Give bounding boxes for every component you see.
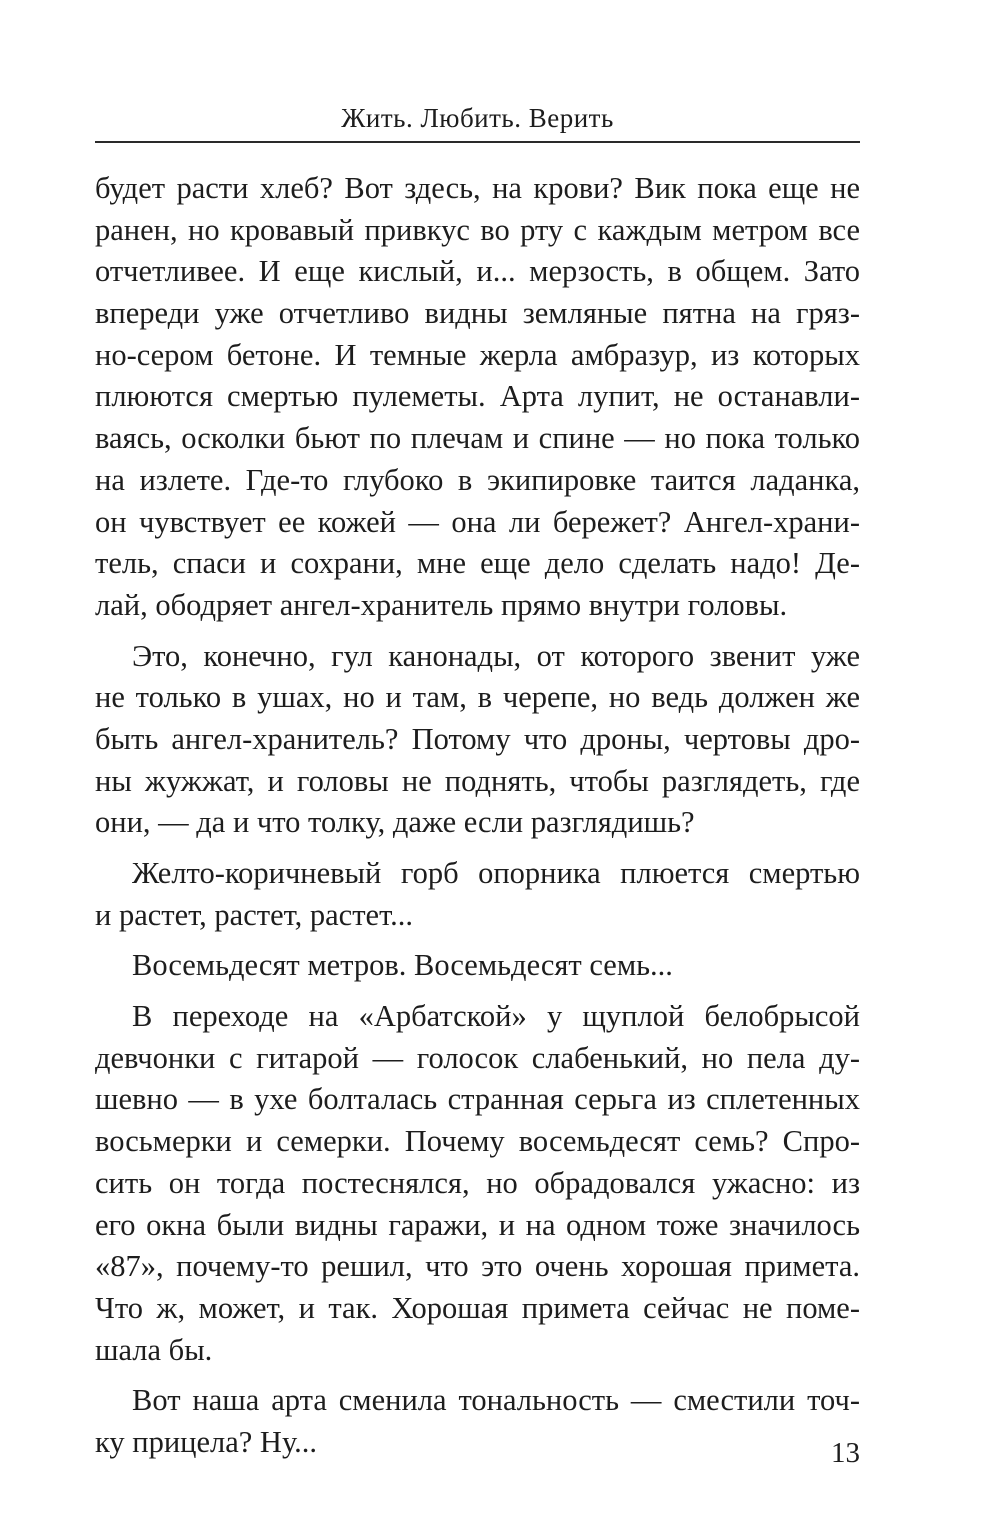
text-line: быть ангел-хранитель? Потому что дроны, чертовы дро-: [95, 721, 860, 756]
text-line: на излете. Где-то глубоко в экипировке таится ладанка,: [95, 462, 860, 497]
text-line: тель, спаси и сохрани, мне еще дело сделать надо! Де-: [95, 546, 860, 581]
text-line: плюются смертью пулеметы. Арта лупит, не останавли-: [95, 379, 860, 414]
paragraph-gap: [95, 627, 860, 636]
text-line: будет расти хлеб? Вот здесь, на крови? Вик пока еще не: [95, 171, 860, 205]
page-number: 13: [831, 1437, 860, 1469]
running-title: Жить. Любить. Верить: [341, 103, 614, 133]
text-line: «87», почему-то решил, что это очень хорошая примета.: [95, 1249, 860, 1284]
body-text: [95, 168, 860, 1464]
paragraph: [95, 945, 860, 987]
text-line: впереди уже отчетливо видны земляные пятна на гряз-: [95, 296, 860, 331]
text-line: Это, конечно, гул канонады, от которого звенит уже: [132, 638, 860, 673]
text-line: Вот наша арта сменила тональность — сместили точ-: [132, 1383, 860, 1418]
text-line: сить он тогда постеснялся, но обрадовался ужасно: из: [95, 1165, 860, 1200]
text-line: ранен, но кровавый привкус во рту с каждым метром все: [95, 212, 860, 247]
text-line: Что ж, может, и так. Хорошая примета сейчас не поме-: [95, 1290, 860, 1325]
text-line: шевно — в ухе болталась странная серьга из сплетенных: [95, 1082, 860, 1117]
paragraph: [95, 853, 860, 936]
text-line: девчонки с гитарой — голосок слабенький, но пела ду-: [95, 1040, 860, 1075]
text-line: Желто-коричневый горб опорника плюется смертью: [132, 856, 860, 890]
text-line: не только в ушах, но и там, в черепе, но ведь должен же: [95, 680, 860, 715]
text-line: Восемьдесят метров. Восемьдесят семь...: [132, 948, 673, 983]
paragraph-gap: [95, 1371, 860, 1380]
text-line: шала бы.: [95, 1332, 213, 1367]
text-line: ку прицела? Ну...: [95, 1424, 318, 1459]
paragraph-gap: [95, 987, 860, 996]
paragraph: [95, 636, 860, 844]
text-line: они, — да и что толку, даже если разглядишь?: [95, 805, 695, 840]
text-line: и растет, растет, растет...: [95, 897, 414, 932]
paragraph: [95, 996, 860, 1371]
text-line: он чувствует ее кожей — она ли бережет? Ангел-храни-: [95, 504, 860, 539]
paragraph-gap: [95, 844, 860, 853]
text-line: лай, ободряет ангел-хранитель прямо внутри головы.: [95, 587, 788, 622]
paragraph-gap: [95, 936, 860, 945]
text-line: отчетливее. И еще кислый, и... мерзость, в общем. Зато: [95, 254, 860, 289]
text-line: его окна были видны гаражи, и на одном тоже значилось: [95, 1207, 860, 1242]
text-line: ваясь, осколки бьют по плечам и спине — но пока только: [95, 421, 860, 456]
text-line: но-сером бетоне. И темные жерла амбразур, из которых: [95, 337, 860, 372]
paragraph: [95, 1380, 860, 1463]
header-rule: [95, 141, 860, 143]
text-line: восьмерки и семерки. Почему восемьдесят семь? Спро-: [95, 1124, 860, 1159]
text-line: ны жужжат, и головы не поднять, чтобы разглядеть, где: [95, 763, 860, 798]
paragraph: [95, 168, 860, 627]
text-line: В переходе на «Арбатской» у щуплой белобрысой: [132, 999, 860, 1034]
